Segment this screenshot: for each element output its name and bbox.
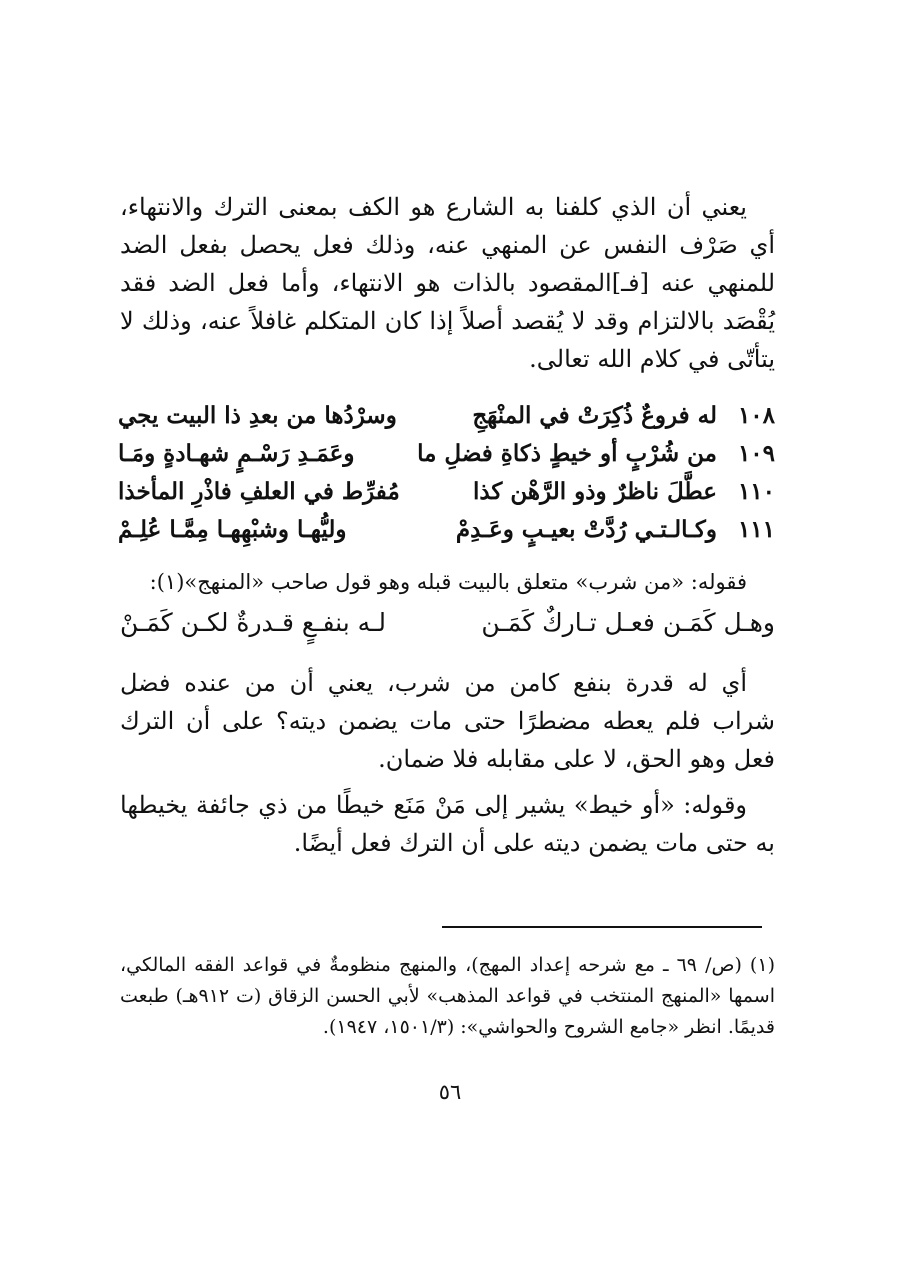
verse-second-hemistich: مُفرِّط في العلفِ فاذْرِ المأخذا: [118, 478, 400, 505]
verse-second-hemistich: وليُّهـا وشبْهِهـا مِمَّـا عُلِـمْ: [118, 516, 347, 543]
footnote-1: (١) (ص/ ٦٩ ـ مع شرحه إعداد المهج)، والمنهج منظومةٌ في قواعد الفقه المالكي، اسمها «المنهج المنتخب في قواعد المذهب» لأبي الحسن الزقاق (ت ٩١٢هـ) طبعت قديمًا. انظر «جامع الشروح والحواشي»: (١٥٠١/٣، ١٩٤٧).: [120, 954, 775, 1038]
verse-first-hemistich: عطَّلَ ناظرٌ وذو الرَّهْن كذا: [472, 478, 717, 505]
page-number: ٥٦: [438, 1080, 462, 1104]
footnote-separator: [442, 926, 762, 928]
verse-number: ١١٠: [737, 478, 775, 505]
verse-line-111: [118, 516, 775, 556]
quoted-verse-first-hemistich: وهـل كَمَـن فعـل تـاركٌ كَمَـن: [481, 608, 775, 637]
verse-second-hemistich: وسرْدُها من بعدِ ذا البيت يجي: [118, 402, 397, 429]
commentary-paragraph-3: وقوله: «أو خيط» يشير إلى مَنْ مَنَع خيطًا من ذي جائفة يخيطها به حتى مات يضمن ديته على أن الترك فعل أيضًا.: [120, 791, 775, 857]
quoted-verse: [120, 608, 775, 648]
quote-introduction: فقوله: «من شرب» متعلق بالبيت قبله وهو قول صاحب «المنهج»(١):: [149, 570, 747, 594]
verse-first-hemistich: وكـالـتـي رُدَّتْ بعيـبٍ وعَـدِمْ: [455, 516, 717, 543]
verse-number: ١١١: [737, 516, 775, 543]
verse-first-hemistich: له فروعٌ ذُكِرَتْ في المنْهَجِ: [472, 402, 717, 429]
verse-first-hemistich: من شُرْبٍ أو خيطٍ ذكاةِ فضلِ ما: [417, 440, 717, 467]
quoted-verse-second-hemistich: لـه بنفـعٍ قـدرةٌ لكـن كَمَـنْ: [120, 608, 386, 637]
verse-line-108: [118, 402, 775, 442]
verse-number: ١٠٩: [737, 440, 775, 467]
commentary-paragraph-1: يعني أن الذي كلفنا به الشارع هو الكف بمعنى الترك والانتهاء، أي صَرْف النفس عن المنهي عنه، وذلك فعل يحصل بفعل الضد للمنهي عنه [فـ]المقصود بالذات هو الانتهاء، وأما فعل الضد فقد يُقْصَد بالالتزام وقد لا يُقصد أصلاً إذا كان المتكلم غافلاً عنه، وذلك لا يتأتّى في كلام الله تعالى.: [120, 193, 775, 373]
verse-second-hemistich: وعَمَـدِ رَسْـمٍ شهـادةٍ ومَـا: [118, 440, 355, 467]
verse-line-109: [118, 440, 775, 480]
verse-number: ١٠٨: [737, 402, 775, 429]
commentary-paragraph-2: أي له قدرة بنفع كامن من شرب، يعني أن من عنده فضل شراب فلم يعطه مضطرًا حتى مات يضمن ديته؟ على أن الترك فعل وهو الحق، لا على مقابله فلا ضمان.: [120, 669, 775, 773]
verse-line-110: [118, 478, 775, 518]
